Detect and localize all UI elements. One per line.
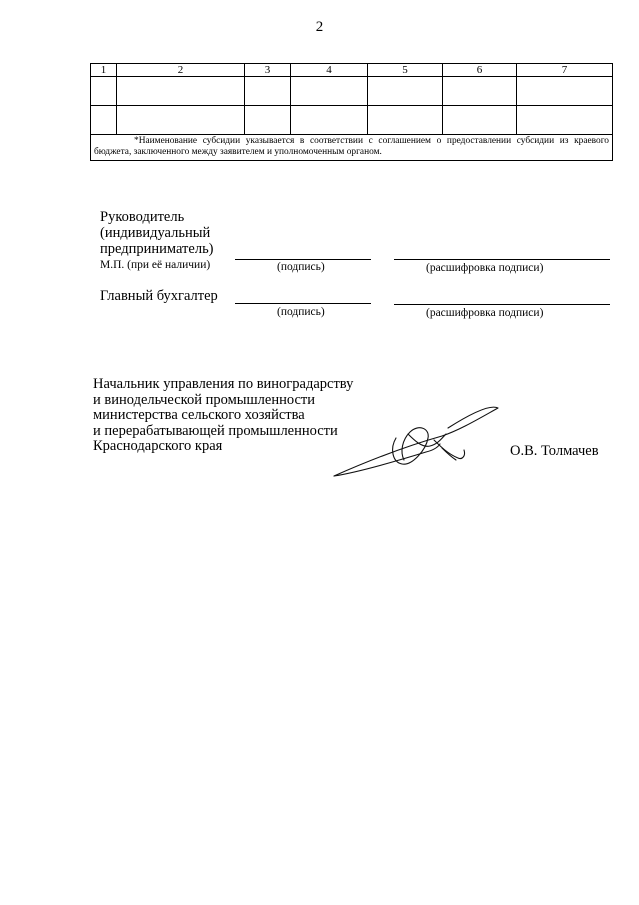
table-cell: [443, 106, 517, 135]
official-title-line: и винодельческой промышленности: [93, 391, 316, 408]
official-title: [93, 377, 353, 455]
column-number: 1: [91, 64, 117, 77]
handwritten-signature: [330, 400, 510, 482]
decryption-caption: (расшифровка подписи): [426, 307, 544, 319]
column-number: 2: [117, 64, 245, 77]
subsidy-table: [90, 63, 613, 161]
table-header-row: [91, 64, 613, 77]
signature-caption: (подпись): [277, 306, 325, 318]
table-cell: [117, 106, 245, 135]
head-signature-line: [235, 259, 371, 260]
head-decryption-line: [394, 259, 610, 260]
table-cell: [245, 77, 291, 106]
decryption-caption: (расшифровка подписи): [426, 262, 544, 274]
table-cell: [517, 77, 613, 106]
signature-caption: (подпись): [277, 261, 325, 273]
table-footnote: [91, 135, 613, 161]
table-cell: [291, 77, 368, 106]
accountant-label: Главный бухгалтер: [100, 288, 218, 304]
column-number: 4: [291, 64, 368, 77]
official-title-line: Начальник управления по виноградарству: [93, 376, 354, 392]
table-cell: [443, 77, 517, 106]
table-cell: [368, 106, 443, 135]
footnote-text: *Наименование субсидии указывается в соответствии с соглашением о предоставлении субсидии из краевого бюджета, заключенного между заявителем и уполномоченным органом.: [94, 136, 609, 157]
table-cell: [291, 106, 368, 135]
page-number: 2: [315, 19, 324, 35]
column-number: 6: [443, 64, 517, 77]
official-name: О.В. Толмачев: [510, 443, 599, 459]
column-number: 3: [245, 64, 291, 77]
table-row: [91, 77, 613, 106]
table-cell: [517, 106, 613, 135]
stamp-note: М.П. (при её наличии): [100, 259, 211, 271]
table-cell: [91, 77, 117, 106]
official-title-line: министерства сельского хозяйства: [93, 407, 305, 423]
column-number: 7: [517, 64, 613, 77]
official-title-line: и перерабатывающей промышленности: [93, 422, 338, 439]
table-cell: [368, 77, 443, 106]
head-line: предприниматель): [100, 241, 214, 257]
accountant-decryption-line: [394, 304, 610, 305]
table-cell: [245, 106, 291, 135]
head-title: [100, 209, 214, 257]
table-cell: [117, 77, 245, 106]
table-cell: [91, 106, 117, 135]
column-number: 5: [368, 64, 443, 77]
head-line: Руководитель: [100, 209, 185, 225]
table-row: [91, 106, 613, 135]
accountant-signature-line: [235, 303, 371, 304]
official-title-line: Краснодарского края: [93, 438, 223, 454]
head-line: (индивидуальный: [100, 225, 211, 241]
